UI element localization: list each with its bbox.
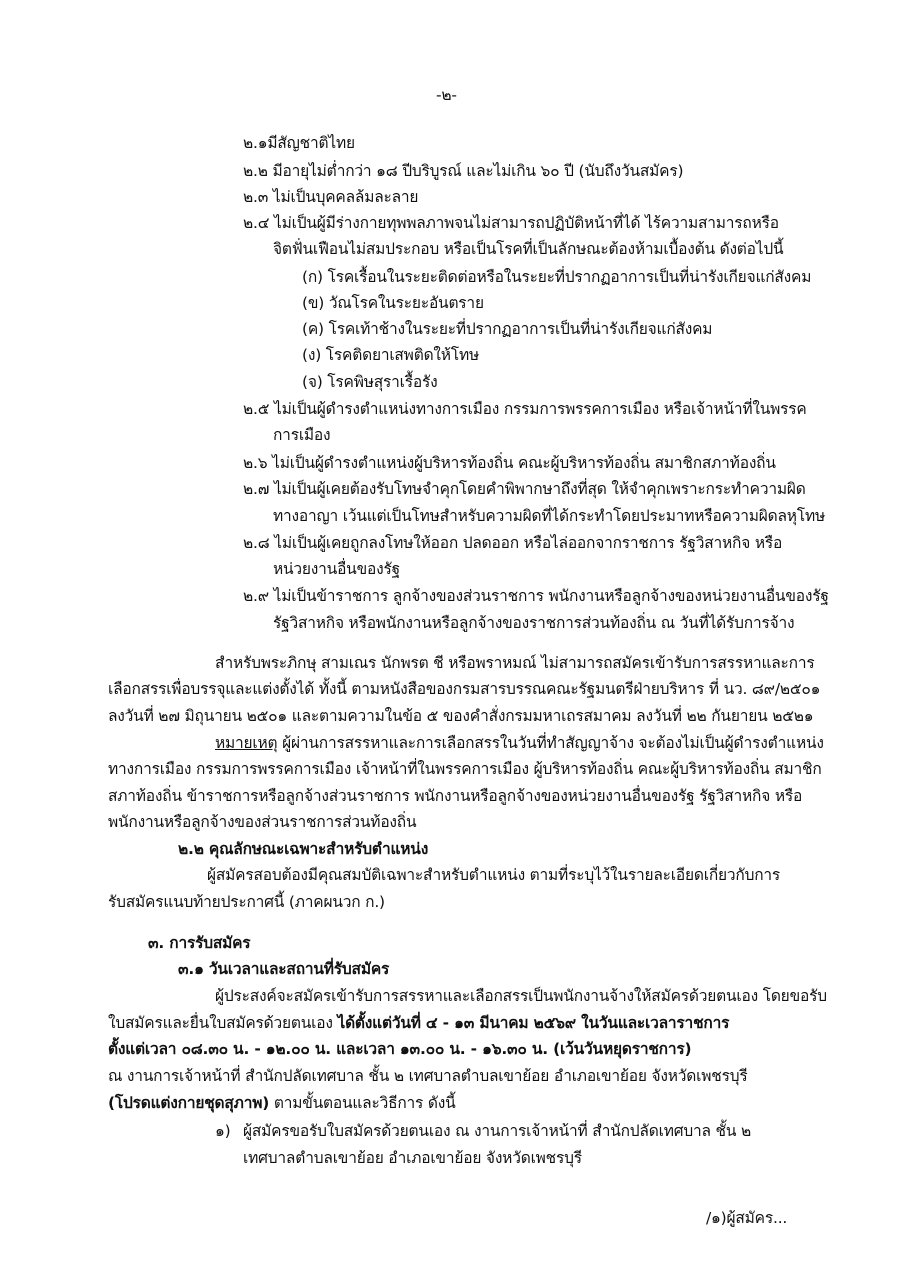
qualification-item: ๒.๒ มีอายุไม่ต่ำกว่า ๑๘ ปีบริบูรณ์ และไม่เกิน ๖๐ ปี (นับถึงวันสมัคร) <box>243 162 684 180</box>
qualification-item: ๒.๓ ไม่เป็นบุคคลล้มละลาย <box>243 188 419 206</box>
remark-line: ทางการเมือง กรรมการพรรคการเมือง เจ้าหน้าที่ในพรรคการเมือง ผู้บริหารท้องถิ่น คณะผู้บริหารท้องถิ่น สมาชิก <box>108 760 822 778</box>
monks-paragraph-line: ลงวันที่ ๒๗ มิถุนายน ๒๕๐๑ และตามความในข้อ ๕ ของคำสั่งกรมมหาเถรสมาคม ลงวันที่ ๒๒ กันยายน ๒๕๒๑ <box>108 707 814 725</box>
section-2-2-title: ๒.๒ คุณลักษณะเฉพาะสำหรับตำแหน่ง <box>178 840 429 858</box>
section-3-1-title: ๓.๑ วันเวลาและสถานที่รับสมัคร <box>178 960 390 978</box>
section-2-2-text: รับสมัครแนบท้ายประกาศนี้ (ภาคผนวก ก.) <box>108 893 385 911</box>
qualification-item: ๒.๘ ไม่เป็นผู้เคยถูกลงโทษให้ออก ปลดออก หรือไล่ออกจากราชการ รัฐวิสาหกิจ หรือ <box>243 534 783 552</box>
step-text: เทศบาลตำบลเขาย้อย อำเภอเขาย้อย จังหวัดเพชรบุรี <box>243 1149 582 1167</box>
qualification-continuation: ทางอาญา เว้นแต่เป็นโทษสำหรับความผิดที่ได้กระทำโดยประมาทหรือความผิดลหุโทษ <box>273 507 825 525</box>
qualification-item: ๒.๖ ไม่เป็นผู้ดำรงตำแหน่งผู้บริหารท้องถิ่น คณะผู้บริหารท้องถิ่น สมาชิกสภาท้องถิ่น <box>243 454 776 472</box>
qualification-item: ๒.๕ ไม่เป็นผู้ดำรงตำแหน่งทางการเมือง กรรมการพรรคการเมือง หรือเจ้าหน้าที่ในพรรค <box>243 400 807 418</box>
dress-code: (โปรดแต่งกายชุดสุภาพ) <box>108 1094 270 1112</box>
disease-item: (ค) โรคเท้าช้างในระยะที่ปรากฏอาการเป็นที่น่ารังเกียจแก่สังคม <box>302 320 713 338</box>
qualification-item: ๒.๑มีสัญชาติไทย <box>243 134 355 152</box>
remark-first-line: หมายเหตุ ผู้ผ่านการสรรหาและการเลือกสรรในวันที่ทำสัญญาจ้าง จะต้องไม่เป็นผู้ดำรงตำแหน่ง <box>215 734 824 752</box>
page-number: -๒- <box>436 86 457 104</box>
disease-item: (ข) วัณโรคในระยะอันตราย <box>302 294 484 312</box>
monks-paragraph-line: เลือกสรรเพื่อบรรจุและแต่งตั้งได้ ทั้งนี้ ตามหนังสือของกรมสารบรรณคณะรัฐมนตรีฝ่ายบริหาร ที่ นว. ๘๙/๒๕๐๑ <box>108 680 821 698</box>
qualification-continuation: รัฐวิสาหกิจ หรือพนักงานหรือลูกจ้างของราชการส่วนท้องถิ่น ณ วันที่ได้รับการจ้าง <box>273 614 795 632</box>
section-3-title: ๓. การรับสมัคร <box>148 934 251 952</box>
section-3-text: ณ งานการเจ้าหน้าที่ สำนักปลัดเทศบาล ชั้น ๒ เทศบาลตำบลเขาย้อย อำเภอเขาย้อย จังหวัดเพชรบุรี <box>108 1067 748 1085</box>
disease-item: (ก) โรคเรื้อนในระยะติดต่อหรือในระยะที่ปรากฏอาการเป็นที่น่ารังเกียจแก่สังคม <box>302 268 812 286</box>
qualification-continuation: จิตฟั่นเฟือนไม่สมประกอบ หรือเป็นโรคที่เป็นลักษณะต้องห้ามเบื้องต้น ดังต่อไปนี้ <box>273 240 784 258</box>
section-2-2-text: ผู้สมัครสอบต้องมีคุณสมบัติเฉพาะสำหรับตำแหน่ง ตามที่ระบุไว้ในรายละเอียดเกี่ยวกับการ <box>207 866 781 884</box>
section-3-text: ใบสมัครและยื่นใบสมัครด้วยตนเอง ได้ตั้งแต่วันที่ ๔ - ๑๓ มีนาคม ๒๕๖๙ ในวันและเวลาราชการ <box>108 1014 730 1032</box>
monks-paragraph-line: สำหรับพระภิกษุ สามเณร นักพรต ชี หรือพราหมณ์ ไม่สามารถสมัครเข้ารับการสรรหาและการ <box>215 654 815 672</box>
qualification-item: ๒.๔ ไม่เป็นผู้มีร่างกายทุพพลภาพจนไม่สามารถปฏิบัติหน้าที่ได้ ไร้ความสามารถหรือ <box>243 214 779 232</box>
remark-label: หมายเหตุ <box>215 734 278 752</box>
qualification-continuation: การเมือง <box>273 426 331 444</box>
continuation-note: /๑)ผู้สมัคร... <box>706 1209 788 1227</box>
disease-item: (จ) โรคพิษสุราเรื้อรัง <box>302 373 438 391</box>
remark-line: พนักงานหรือลูกจ้างของส่วนราชการส่วนท้องถิ่น <box>108 813 417 831</box>
qualification-continuation: หน่วยงานอื่นของรัฐ <box>273 560 400 578</box>
step-number: ๑) <box>215 1122 231 1140</box>
section-3-text: ผู้ประสงค์จะสมัครเข้ารับการสรรหาและเลือกสรรเป็นพนักงานจ้างให้สมัครด้วยตนเอง โดยขอรับ <box>215 987 827 1005</box>
qualification-item: ๒.๗ ไม่เป็นผู้เคยต้องรับโทษจำคุกโดยคำพิพากษาถึงที่สุด ให้จำคุกเพราะกระทำความผิด <box>243 480 806 498</box>
application-time: ตั้งแต่เวลา ๐๘.๓๐ น. - ๑๒.๐๐ น. และเวลา ๑๓.๐๐ น. - ๑๖.๓๐ น. (เว้นวันหยุดราชการ) <box>108 1040 692 1058</box>
disease-item: (ง) โรคติดยาเสพติดให้โทษ <box>302 346 479 364</box>
application-date: ได้ตั้งแต่วันที่ ๔ - ๑๓ มีนาคม ๒๕๖๙ ในวันและเวลาราชการ <box>337 1014 730 1032</box>
remark-line: สภาท้องถิ่น ข้าราชการหรือลูกจ้างส่วนราชการ พนักงานหรือลูกจ้างของหน่วยงานอื่นของรัฐ รัฐวิสาหกิจ หรือ <box>108 787 803 805</box>
qualification-item: ๒.๙ ไม่เป็นข้าราชการ ลูกจ้างของส่วนราชการ พนักงานหรือลูกจ้างของหน่วยงานอื่นของรัฐ <box>243 587 829 605</box>
step-text: ผู้สมัครขอรับใบสมัครด้วยตนเอง ณ งานการเจ้าหน้าที่ สำนักปลัดเทศบาล ชั้น ๒ <box>243 1122 751 1140</box>
section-3-text: (โปรดแต่งกายชุดสุภาพ) ตามขั้นตอนและวิธีการ ดังนี้ <box>108 1094 456 1112</box>
